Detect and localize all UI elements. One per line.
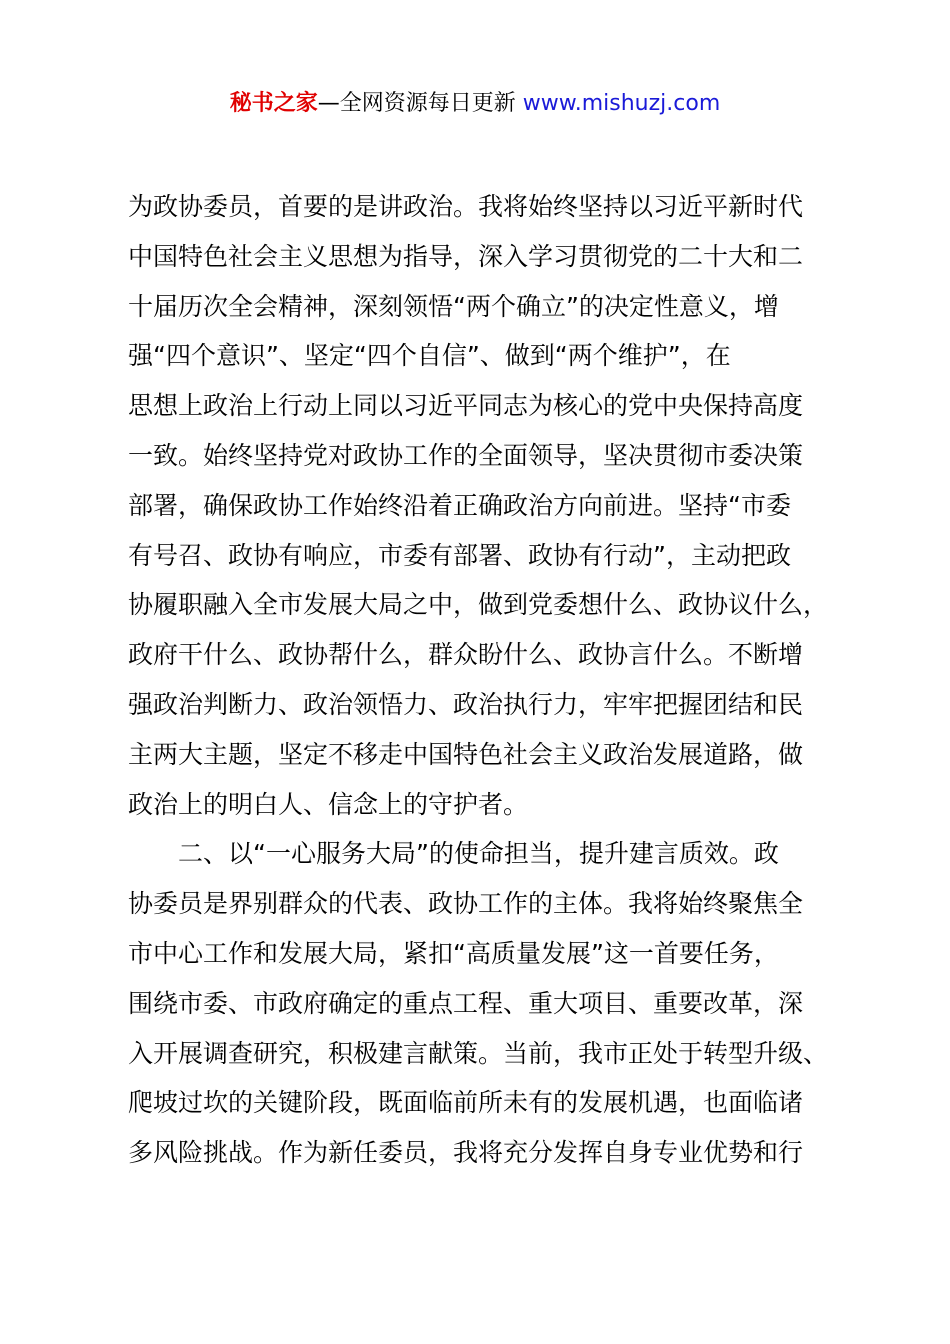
document-body [128,182,838,1178]
header-url[interactable]: www.mishuzj.com [522,91,721,116]
text-line: 一致。始终坚持党对政协工作的全面领导，坚决贯彻市委决策 [128,440,804,470]
text-line: 政府干什么、政协帮什么，群众盼什么、政协言什么。不断增 [128,640,804,670]
text-line: 思想上政治上行动上同以习近平同志为核心的党中央保持高度 [128,391,804,421]
text-line: 有号召、政协有响应，市委有部署、政协有行动”，主动把政 [128,540,791,570]
text-line: 部署，确保政协工作始终沿着正确政治方向前进。坚持“市委 [128,490,791,520]
text-line: 政治上的明白人、信念上的守护者。 [128,789,529,819]
text-line: 入开展调查研究，积极建言献策。当前，我市正处于转型升级、 [128,1038,829,1068]
text-line: 爬坡过坎的关键阶段，既面临前所未有的发展机遇，也面临诸 [128,1088,804,1118]
header-tagline: —全网资源每日更新 [317,91,523,116]
text-line: 协履职融入全市发展大局之中，做到党委想什么、政协议什么， [128,590,829,620]
text-line: 十届历次全会精神，深刻领悟“两个确立”的决定性意义，增 [128,291,779,321]
text-line: 强“四个意识”、坚定“四个自信”、做到“两个维护”，在 [128,341,731,371]
text-line: 围绕市委、市政府确定的重点工程、重大项目、重要改革，深 [128,988,804,1018]
text-line: 协委员是界别群众的代表、政协工作的主体。我将始终聚焦全 [128,889,804,919]
text-line: 强政治判断力、政治领悟力、政治执行力，牢牢把握团结和民 [128,689,804,719]
text-line: 为政协委员，首要的是讲政治。我将始终坚持以习近平新时代 [128,192,804,221]
text-line: 中国特色社会主义思想为指导，深入学习贯彻党的二十大和二 [128,241,804,271]
text-line: 多风险挑战。作为新任委员，我将充分发挥自身专业优势和行 [128,1138,804,1168]
brand-name: 秘书之家 [229,91,318,116]
page-header [0,86,950,122]
text-line: 主两大主题，坚定不移走中国特色社会主义政治发展道路，做 [128,739,804,769]
section-two-heading-line: 二、以“一心服务大局”的使命担当，提升建言质效。政 [178,839,779,869]
text-line: 市中心工作和发展大局，紧扣“高质量发展”这一首要任务， [128,938,779,968]
